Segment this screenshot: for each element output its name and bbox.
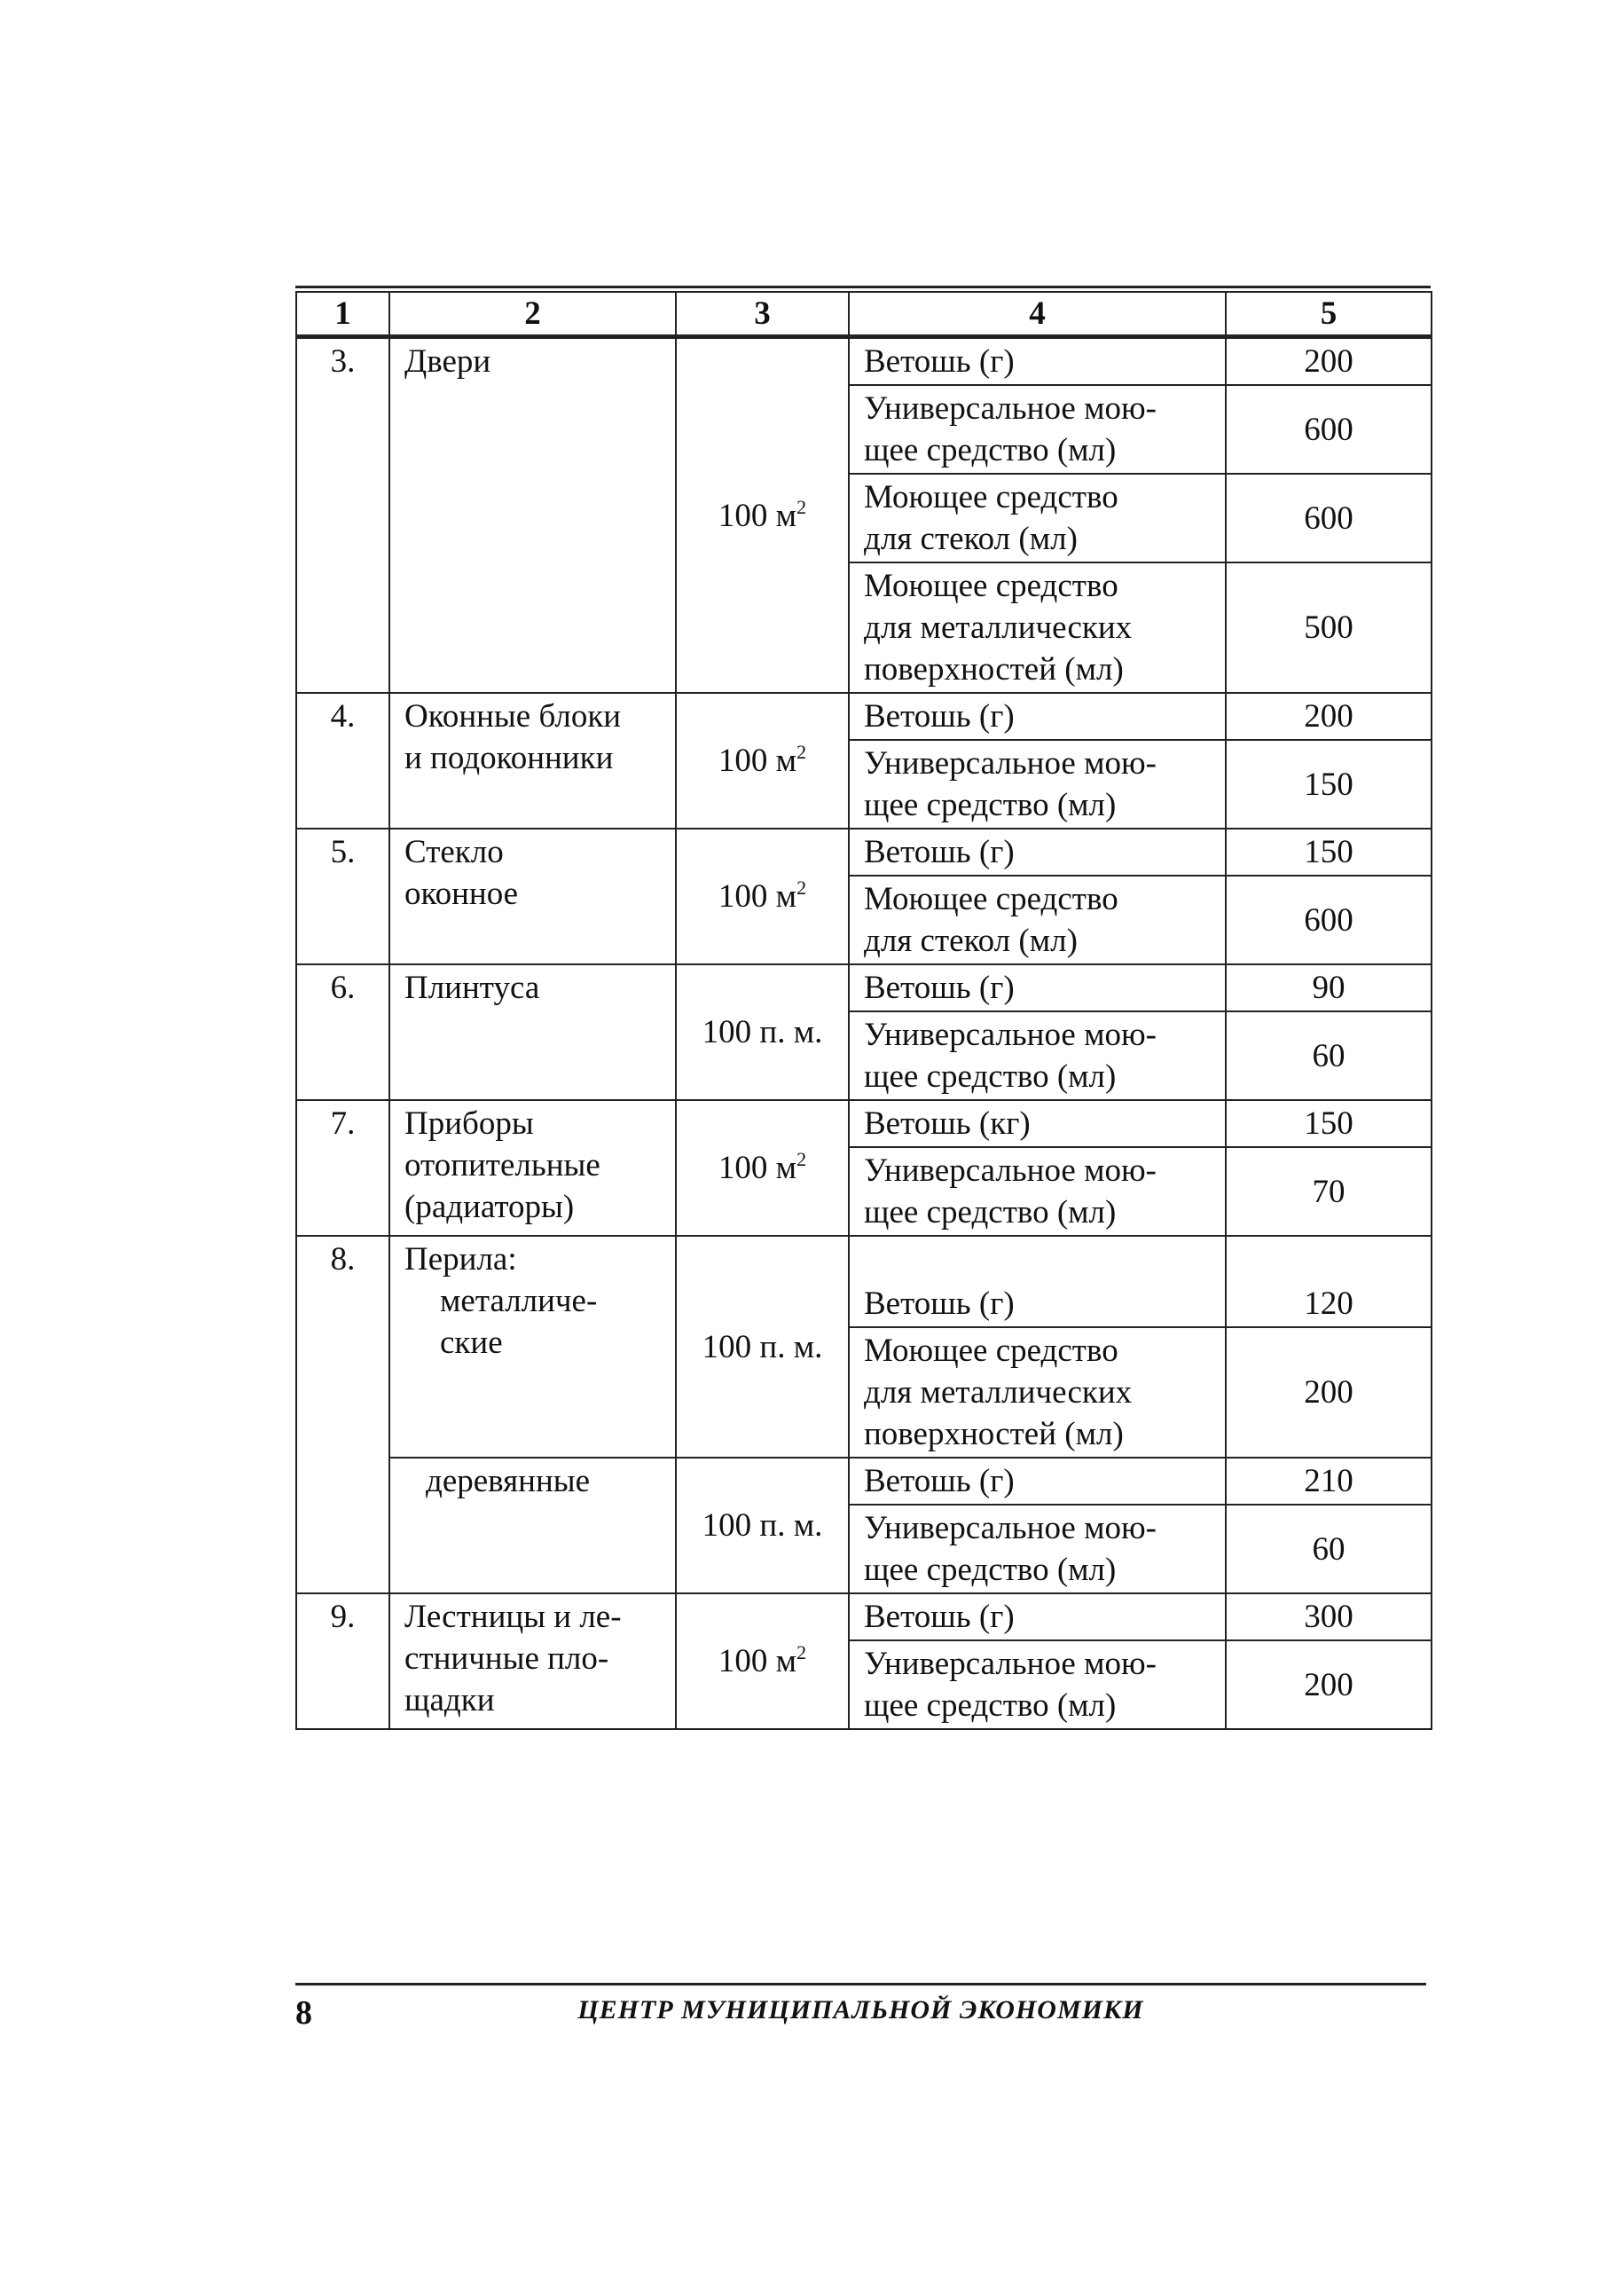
row-item: Плинтуса [389, 964, 676, 1100]
row-unit: 100 $м^2$ [676, 829, 849, 964]
row-number: 7. [296, 1100, 389, 1236]
row-unit: 100 п. м. [676, 964, 849, 1100]
material-name: Универсальное мою- щее средство (мл) [849, 1011, 1226, 1100]
norms-table-container [295, 286, 1431, 1730]
table-row [296, 1236, 1432, 1327]
material-name: Универсальное мою- щее средство (мл) [849, 1147, 1226, 1236]
material-qty: 600 [1226, 876, 1432, 964]
material-name: Универсальное мою- щее средство (мл) [849, 385, 1226, 474]
row-number: 8. [296, 1236, 389, 1593]
row-number: 9. [296, 1593, 389, 1729]
header-col-1: 1 [296, 292, 389, 337]
material-name: Ветошь (г) [849, 964, 1226, 1011]
table-row [296, 1593, 1432, 1640]
row-number: 5. [296, 829, 389, 964]
material-qty: 60 [1226, 1505, 1432, 1593]
material-name: Ветошь (г) [849, 1458, 1226, 1505]
sub-item-metal: металличе- ские [440, 1283, 598, 1361]
norms-table [295, 291, 1432, 1730]
header-col-5: 5 [1226, 292, 1432, 337]
material-name: Универсальное мою- щее средство (мл) [849, 1505, 1226, 1593]
material-qty: 60 [1226, 1011, 1432, 1100]
publisher-name: ЦЕНТР МУНИЦИПАЛЬНОЙ ЭКОНОМИКИ [577, 1995, 1144, 2025]
material-qty: 600 [1226, 474, 1432, 562]
table-row [296, 1458, 1432, 1505]
material-qty: 150 [1226, 829, 1432, 876]
header-col-2: 2 [389, 292, 676, 337]
row-item: Лестницы и ле- стничные пло- щадки [389, 1593, 676, 1729]
material-name: Универсальное мою- щее средство (мл) [849, 740, 1226, 829]
material-name: Ветошь (г) [849, 337, 1226, 386]
page-number: 8 [295, 1994, 312, 2032]
material-qty: 200 [1226, 693, 1432, 740]
row-item: Двери [389, 337, 676, 694]
table-row [296, 337, 1432, 386]
material-qty: 210 [1226, 1458, 1432, 1505]
page-footer [295, 1983, 1426, 2032]
row-unit: 100 п. м. [676, 1458, 849, 1593]
material-name: Ветошь (кг) [849, 1100, 1226, 1147]
material-qty: 120 [1226, 1236, 1432, 1327]
material-qty: 600 [1226, 385, 1432, 474]
material-name: Ветошь (г) [849, 693, 1226, 740]
table-header-row [296, 292, 1432, 337]
material-name: Ветошь (г) [849, 829, 1226, 876]
material-name: Моющее средство для стекол (мл) [849, 876, 1226, 964]
table-row [296, 964, 1432, 1011]
header-col-4: 4 [849, 292, 1226, 337]
material-qty: 500 [1226, 562, 1432, 693]
row-unit: 100 п. м. [676, 1236, 849, 1458]
material-qty: 150 [1226, 740, 1432, 829]
row-unit: 100 $м^2$ [676, 693, 849, 829]
row-unit: 100 $м^2$ [676, 1100, 849, 1236]
table-row [296, 1100, 1432, 1147]
row-number: 4. [296, 693, 389, 829]
material-name: Моющее средство для стекол (мл) [849, 474, 1226, 562]
row-item: Приборы отопительные (радиаторы) [389, 1100, 676, 1236]
material-name: Моющее средство для металлических поверхностей (мл) [849, 1327, 1226, 1458]
footer-rule [295, 1983, 1426, 1985]
material-name: Ветошь (г) [849, 1593, 1226, 1640]
row-unit: 100 $м^2$ [676, 1593, 849, 1729]
table-top-rule [295, 286, 1431, 288]
row-number: 3. [296, 337, 389, 694]
material-name: Моющее средство для металлических поверхностей (мл) [849, 562, 1226, 693]
row-unit: 100 $м^2$ [676, 337, 849, 694]
material-qty: 150 [1226, 1100, 1432, 1147]
material-qty: 200 [1226, 1640, 1432, 1729]
material-qty: 200 [1226, 337, 1432, 386]
header-col-3: 3 [676, 292, 849, 337]
sub-item-wooden: деревянные [389, 1458, 676, 1593]
material-qty: 70 [1226, 1147, 1432, 1236]
row-item: Оконные блоки и подоконники [389, 693, 676, 829]
table-row [296, 693, 1432, 740]
row-item: Стекло оконное [389, 829, 676, 964]
material-name: Универсальное мою- щее средство (мл) [849, 1640, 1226, 1729]
material-qty: 200 [1226, 1327, 1432, 1458]
row-item: Перила: металличе- ские [389, 1236, 676, 1458]
material-name: Ветошь (г) [849, 1236, 1226, 1327]
table-row [296, 829, 1432, 876]
row-number: 6. [296, 964, 389, 1100]
material-qty: 300 [1226, 1593, 1432, 1640]
material-qty: 90 [1226, 964, 1432, 1011]
